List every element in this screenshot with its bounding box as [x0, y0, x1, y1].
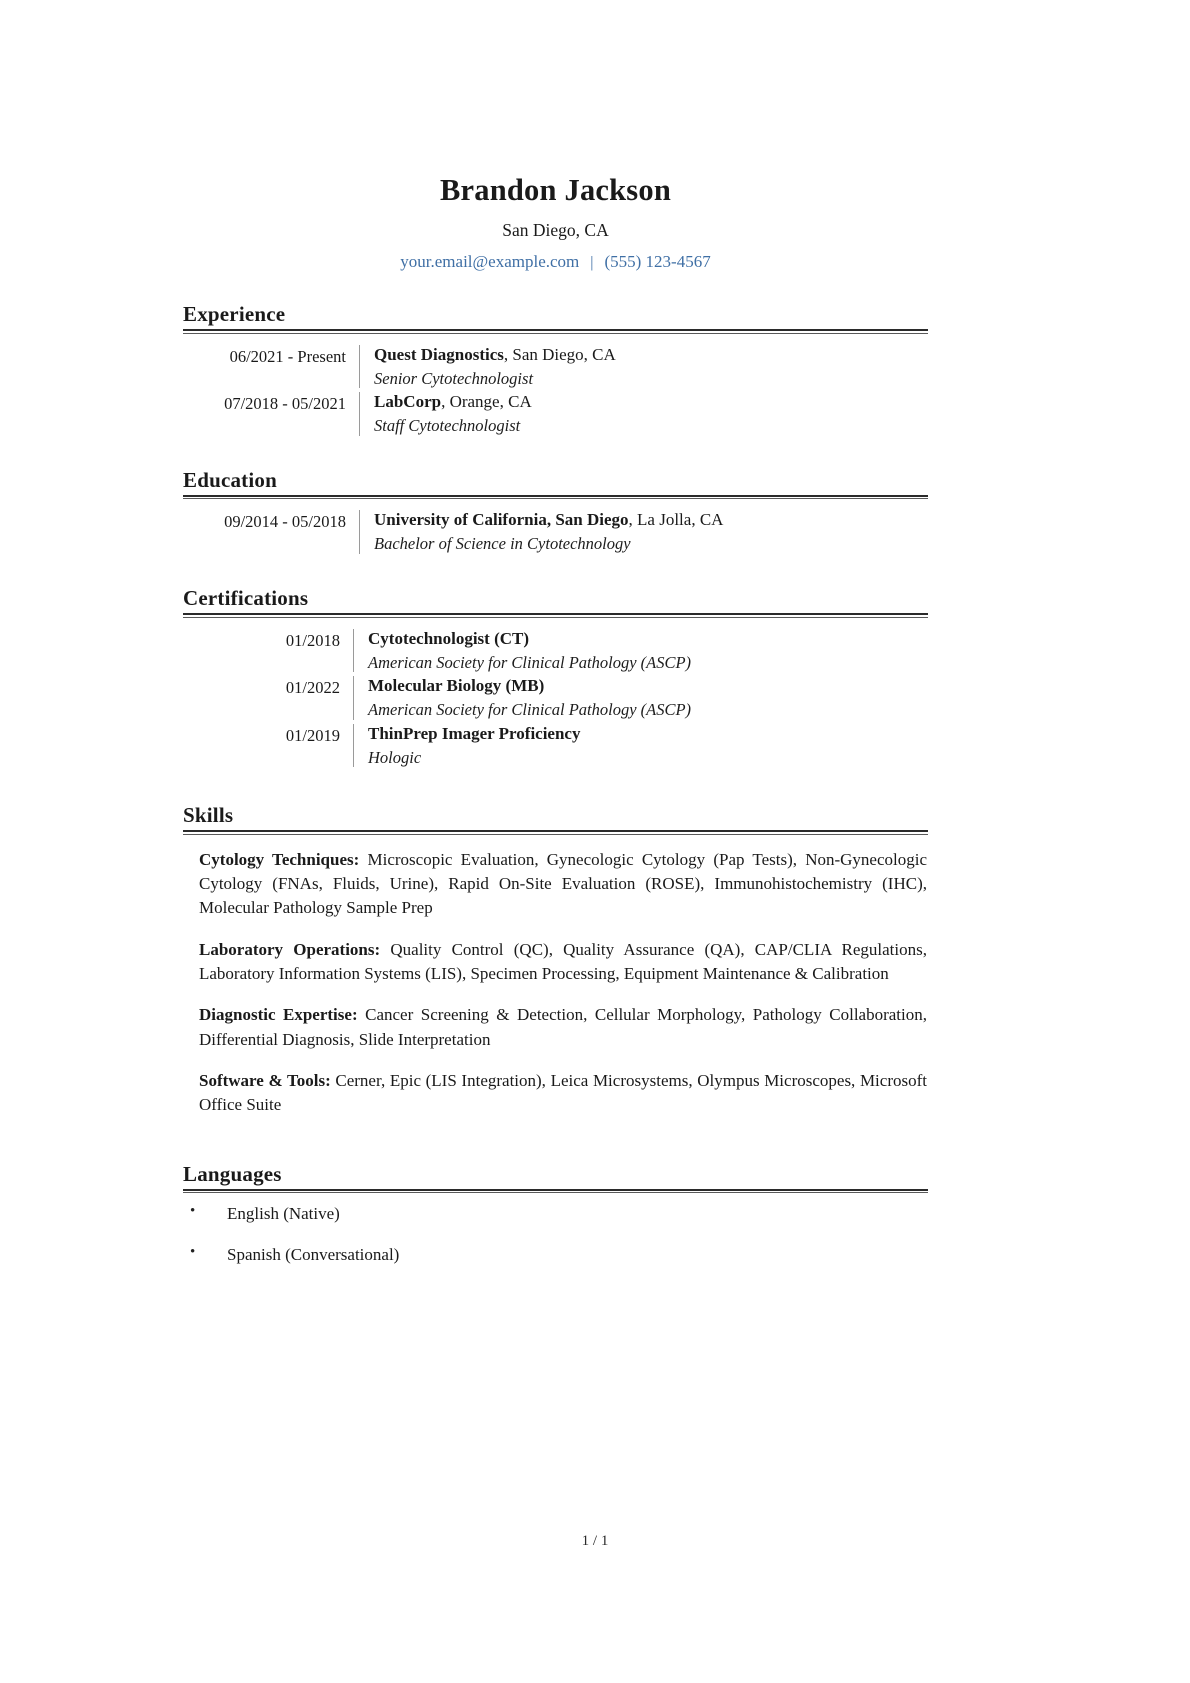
contact-separator: | — [590, 253, 594, 271]
entry-organization: LabCorp — [374, 392, 442, 412]
skill-items: Microscopic Evaluation, Gynecologic Cytology (Pap Tests), Non-Gynecologic Cytology (FNAs, Fluids, Urine), Rapid On-Site Evaluation (ROSE), Immunohistochemistry (IHC), Molecular Pathology Sample Prep — [199, 849, 927, 918]
section-languages — [183, 1162, 928, 1284]
entry-org-location: , San Diego, CA — [503, 344, 616, 364]
education-entries — [183, 508, 928, 556]
entry-date: 09/2014 - 05/2018 — [224, 512, 346, 532]
certification-entry — [183, 722, 928, 770]
entry-body — [360, 390, 928, 438]
entry-headline — [374, 508, 928, 532]
entry-headline — [374, 390, 928, 414]
section-heading-experience: Experience — [183, 301, 286, 326]
section-rule — [183, 613, 928, 618]
languages-list — [183, 1202, 928, 1284]
skill-category: Software & Tools: — [199, 1070, 331, 1090]
skill-group — [183, 848, 928, 921]
section-certifications — [183, 586, 928, 769]
entry-body — [354, 722, 928, 770]
entry-role: Bachelor of Science in Cytotechnology — [374, 534, 631, 554]
skill-items: Quality Control (QC), Quality Assurance (QA), CAP/CLIA Regulations, Laboratory Information Systems (LIS), Specimen Processing, Equipment Maintenance & Calibration — [199, 939, 927, 984]
experience-entry — [183, 343, 928, 391]
experience-entry — [183, 390, 928, 438]
entry-organization: Quest Diagnostics — [374, 344, 504, 364]
skills-list — [183, 844, 928, 1118]
page-footer — [0, 1533, 1190, 1550]
entry-role: Senior Cytotechnologist — [374, 368, 534, 388]
list-item: • Spanish (Conversational) — [183, 1243, 928, 1284]
skill-items: Cancer Screening & Detection, Cellular Morphology, Pathology Collaboration, Differential Diagnosis, Slide Interpretation — [199, 1005, 927, 1049]
entry-role: Staff Cytotechnologist — [374, 416, 521, 436]
certification-entry — [183, 627, 928, 675]
entry-organization: Cytotechnologist (CT) — [368, 628, 530, 648]
entry-body — [354, 627, 928, 675]
entry-organization: University of California, San Diego — [374, 510, 629, 530]
entry-issuer: American Society for Clinical Pathology (ASCP) — [368, 700, 692, 720]
resume-header — [183, 0, 928, 272]
entry-date: 07/2018 - 05/2021 — [224, 394, 346, 414]
entry-body — [354, 674, 928, 722]
entry-date: 01/2022 — [285, 678, 340, 698]
skill-category: Laboratory Operations: — [199, 939, 381, 959]
entry-headline — [374, 343, 928, 367]
skill-items: Cerner, Epic (LIS Integration), Leica Microsystems, Olympus Microscopes, Microsoft Office Suite — [199, 1070, 927, 1115]
skill-group — [183, 1069, 928, 1118]
entry-organization: ThinPrep Imager Proficiency — [368, 723, 581, 743]
list-item: • English (Native) — [183, 1202, 928, 1243]
section-heading-education: Education — [183, 467, 277, 492]
entry-body — [360, 508, 928, 556]
email-link[interactable]: your.email@example.com — [400, 251, 580, 271]
certification-entries — [183, 627, 928, 770]
page-title: Brandon Jackson — [440, 173, 671, 207]
entry-organization: Molecular Biology (MB) — [368, 676, 545, 696]
section-skills — [183, 803, 928, 1117]
section-rule — [183, 495, 928, 500]
skill-category: Cytology Techniques: — [199, 849, 360, 869]
education-entry — [183, 508, 928, 556]
entry-body — [360, 343, 928, 391]
entry-issuer: Hologic — [368, 747, 422, 767]
entry-date: 01/2019 — [285, 725, 340, 745]
section-education — [183, 468, 928, 556]
skill-group — [183, 938, 928, 987]
page-indicator: 1 / 1 — [581, 1533, 609, 1549]
entry-org-location: , La Jolla, CA — [628, 510, 724, 530]
experience-entries — [183, 343, 928, 438]
entry-date: 01/2018 — [285, 630, 340, 650]
entry-date: 06/2021 - Present — [229, 346, 346, 366]
section-rule — [183, 329, 928, 334]
entry-headline — [368, 627, 928, 651]
section-heading-skills: Skills — [183, 803, 234, 828]
section-rule — [183, 830, 928, 835]
section-rule — [183, 1189, 928, 1194]
skill-group — [183, 1003, 928, 1052]
entry-headline — [368, 674, 928, 698]
entry-headline — [368, 722, 928, 746]
phone-link[interactable]: (555) 123-4567 — [604, 251, 711, 271]
entry-issuer: American Society for Clinical Pathology (ASCP) — [368, 652, 692, 672]
entry-org-location: , Orange, CA — [441, 392, 532, 412]
section-experience — [183, 302, 928, 438]
certification-entry — [183, 674, 928, 722]
section-heading-languages: Languages — [183, 1161, 282, 1186]
header-contact — [183, 252, 928, 272]
skill-category: Diagnostic Expertise: — [199, 1005, 358, 1025]
header-location: San Diego, CA — [502, 219, 609, 240]
section-heading-certifications: Certifications — [183, 585, 309, 610]
resume-content — [183, 0, 928, 1284]
